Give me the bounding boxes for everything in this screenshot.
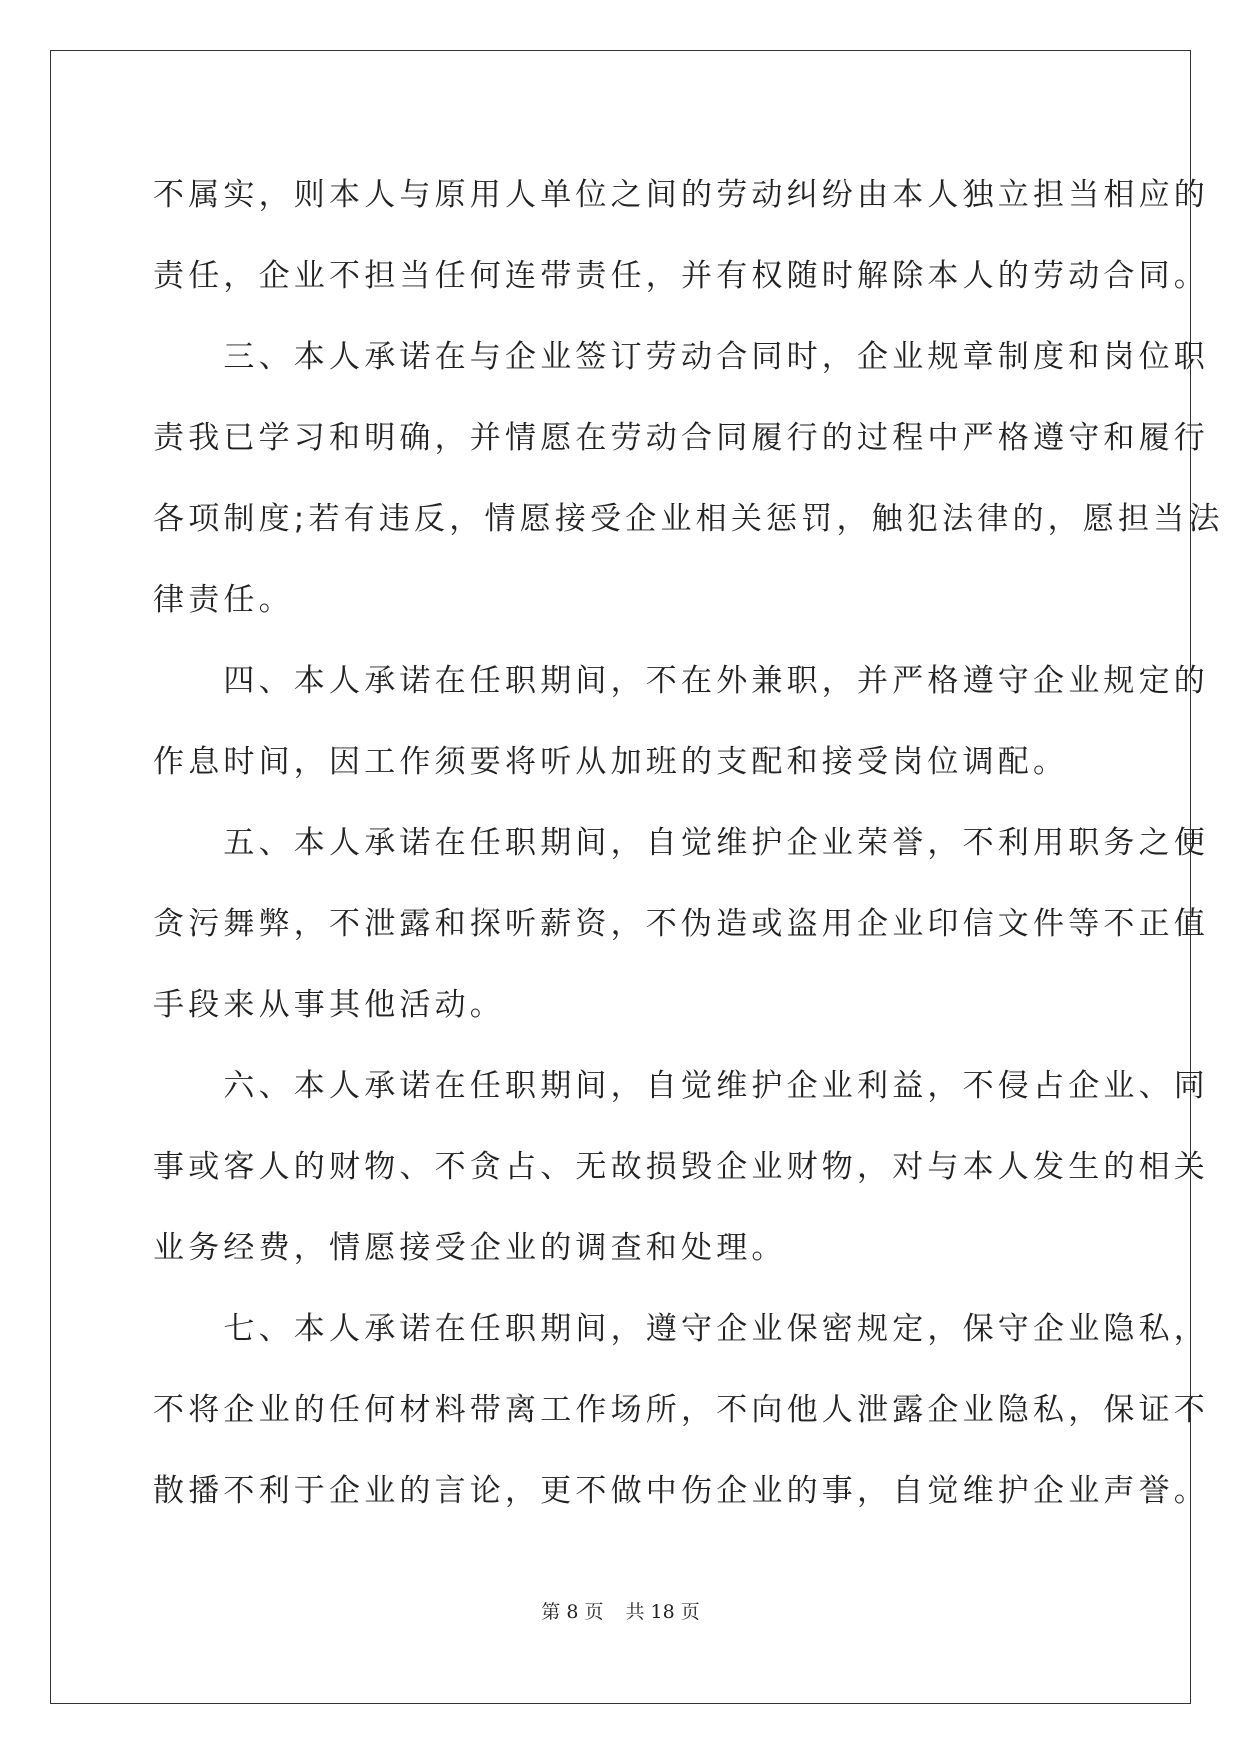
- text-line: 贪污舞弊，不泄露和探听薪资，不伪造或盗用企业印信文件等不正值: [153, 906, 1209, 942]
- text-line: 责我已学习和明确，并情愿在劳动合同履行的过程中严格遵守和履行: [153, 420, 1209, 456]
- text-line: 律责任。: [153, 582, 294, 618]
- text-line: 六、本人承诺在任职期间，自觉维护企业利益，不侵占企业、同: [153, 1068, 1209, 1104]
- text-line: 七、本人承诺在任职期间，遵守企业保密规定，保守企业隐私，: [153, 1311, 1209, 1347]
- total-pages: 共 18 页: [625, 1601, 700, 1623]
- text-line: 五、本人承诺在任职期间，自觉维护企业荣誉，不利用职务之便: [153, 825, 1209, 861]
- text-line: 作息时间，因工作须要将听从加班的支配和接受岗位调配。: [153, 744, 1069, 780]
- text-line: 各项制度;若有违反，情愿接受企业相关惩罚，触犯法律的，愿担当法: [153, 501, 1224, 537]
- text-line: 三、本人承诺在与企业签订劳动合同时，企业规章制度和岗位职: [153, 339, 1209, 375]
- text-line: 责任，企业不担当任何连带责任，并有权随时解除本人的劳动合同。: [153, 258, 1209, 294]
- document-body: [153, 155, 1224, 1532]
- text-line: 事或客人的财物、不贪占、无故损毁企业财物，对与本人发生的相关: [153, 1149, 1209, 1185]
- page-footer: [0, 1597, 1241, 1624]
- text-line: 四、本人承诺在任职期间，不在外兼职，并严格遵守企业规定的: [153, 663, 1209, 699]
- text-line: 散播不利于企业的言论，更不做中伤企业的事，自觉维护企业声誉。: [153, 1473, 1209, 1509]
- text-line: 不将企业的任何材料带离工作场所，不向他人泄露企业隐私，保证不: [153, 1392, 1209, 1428]
- text-line: 业务经费，情愿接受企业的调查和处理。: [153, 1230, 787, 1266]
- current-page-number: 第 8 页: [541, 1601, 604, 1623]
- text-line: 手段来从事其他活动。: [153, 987, 505, 1023]
- text-line: 不属实，则本人与原用人单位之间的劳动纠纷由本人独立担当相应的: [153, 177, 1209, 213]
